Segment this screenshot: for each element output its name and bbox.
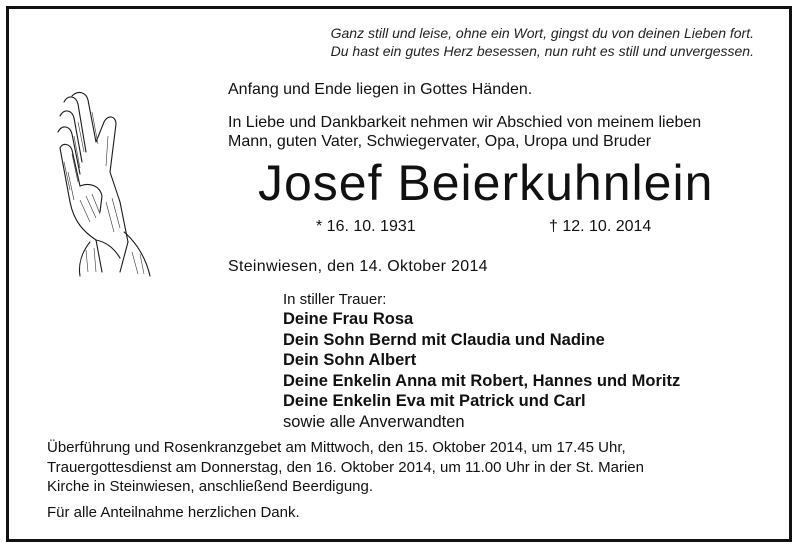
deceased-name: Josef Beierkuhnlein bbox=[258, 155, 714, 211]
burial-line: Kirche in Steinwiesen, anschließend Beerdigung. bbox=[47, 478, 374, 495]
intro-faith-line: Anfang und Ende liegen in Gottes Händen. bbox=[228, 81, 533, 98]
intro-text bbox=[228, 80, 701, 151]
place-and-date: Steinwiesen, den 14. Oktober 2014 bbox=[228, 258, 488, 275]
thanks-line: Für alle Anteilnahme herzlichen Dank. bbox=[47, 503, 300, 521]
funeral-details bbox=[47, 438, 644, 522]
family-member: Deine Enkelin Eva mit Patrick und Carl bbox=[283, 392, 586, 410]
intro-farewell-line: In Liebe und Dankbarkeit nehmen wir Abschied von meinem lieben bbox=[228, 114, 702, 131]
family-member: Dein Sohn Albert bbox=[283, 351, 417, 369]
motto-line-2: Du hast ein gutes Herz besessen, nun ruht es still und unvergessen. bbox=[330, 43, 754, 59]
motto-line-1: Ganz still und leise, ohne ein Wort, gingst du von deinen Lieben fort. bbox=[330, 25, 754, 41]
praying-hands-icon bbox=[50, 82, 160, 277]
intro-relations-line: Mann, guten Vater, Schwiegervater, Opa, Uropa und Bruder bbox=[228, 133, 652, 150]
mourning-lead: In stiller Trauer: bbox=[283, 291, 387, 308]
family-member: Deine Frau Rosa bbox=[283, 310, 414, 328]
mourners-list bbox=[283, 290, 680, 432]
family-member: Dein Sohn Bernd mit Claudia und Nadine bbox=[283, 330, 605, 349]
motto-verse bbox=[331, 24, 754, 60]
death-date: † 12. 10. 2014 bbox=[549, 218, 652, 235]
other-relatives: sowie alle Anverwandten bbox=[283, 412, 465, 431]
service-line: Trauergottesdienst am Donnerstag, den 16. Oktober 2014, um 11.00 Uhr in der St. Marien bbox=[47, 458, 644, 476]
family-member: Deine Enkelin Anna mit Robert, Hannes und Moritz bbox=[283, 371, 681, 390]
rosary-line: Überführung und Rosenkranzgebet am Mittwoch, den 15. Oktober 2014, um 17.45 Uhr, bbox=[47, 439, 626, 456]
birth-date: * 16. 10. 1931 bbox=[316, 218, 416, 235]
